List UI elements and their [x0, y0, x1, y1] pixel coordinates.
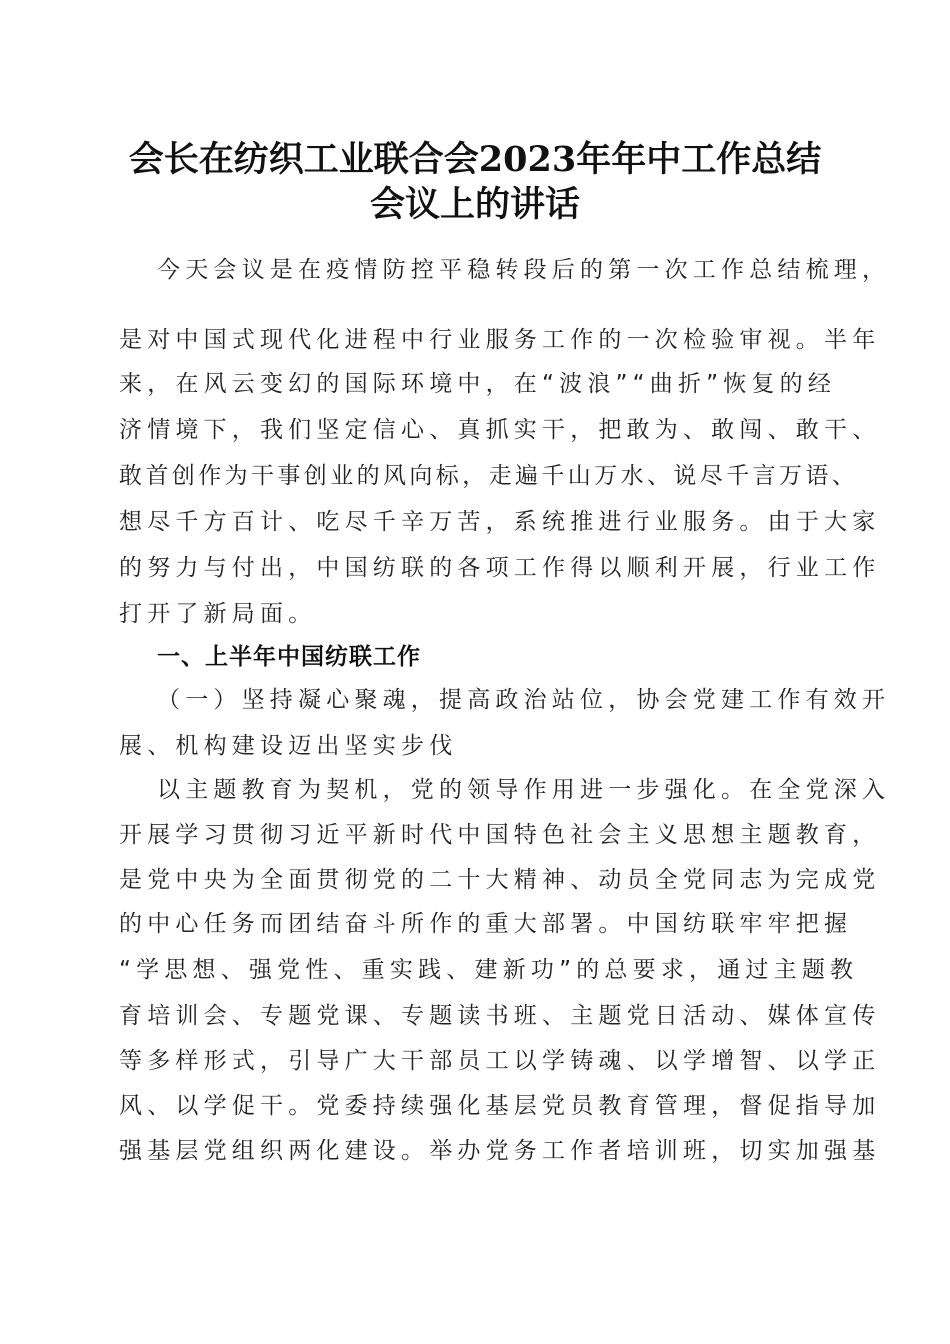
section-heading: 一、上半年中国纺联工作 [157, 644, 421, 670]
subsection-heading-line-1: （一）坚持凝心聚魂，提高政治站位，协会党建工作有效开 [157, 687, 891, 713]
paragraph-line: 等多样形式，引导广大干部员工以学铸魂、以学增智、以学正 [119, 1048, 881, 1074]
document-title-line-1: 会长在纺织工业联合会2023年年中工作总结 [128, 139, 822, 180]
paragraph-line: 的中心任务而团结奋斗所作的重大部署。中国纺联牢牢把握 [119, 911, 853, 937]
paragraph-line: 今天会议是在疫情防控平稳转段后的第一次工作总结梳理， [157, 257, 891, 283]
paragraph-line: “学思想、强党性、重实践、建新功”的总要求，通过主题教 [119, 957, 859, 983]
paragraph-line: 济情境下，我们坚定信心、真抓实干，把敢为、敢闯、敢干、 [119, 417, 881, 443]
paragraph-line: 育培训会、专题党课、专题读书班、主题党日活动、媒体宣传 [119, 1003, 881, 1029]
paragraph-line: 想尽千方百计、吃尽千辛万苦，系统推进行业服务。由于大家 [119, 509, 881, 535]
paragraph-line: 是对中国式现代化进程中行业服务工作的一次检验审视。半年 [119, 327, 881, 353]
paragraph-line: 风、以学促干。党委持续强化基层党员教育管理，督促指导加 [119, 1093, 881, 1119]
paragraph-line: 的努力与付出，中国纺联的各项工作得以顺利开展，行业工作 [119, 555, 881, 581]
paragraph-line: 强基层党组织两化建设。举办党务工作者培训班，切实加强基 [119, 1138, 881, 1164]
paragraph-line: 以主题教育为契机，党的领导作用进一步强化。在全党深入 [157, 777, 891, 803]
paragraph-line: 来，在风云变幻的国际环境中，在“波浪”“曲折”恢复的经 [119, 371, 837, 397]
paragraph-line: 是党中央为全面贯彻党的二十大精神、动员全党同志为完成党 [119, 867, 881, 893]
document-title-line-2: 会议上的讲话 [369, 184, 580, 225]
paragraph-line: 敢首创作为干事创业的风向标，走遍千山万水、说尽千言万语、 [119, 463, 859, 489]
subsection-heading-line-2: 展、机构建设迈出坚实步伐 [119, 733, 458, 759]
paragraph-line: 开展学习贯彻习近平新时代中国特色社会主义思想主题教育， [119, 822, 881, 848]
paragraph-line: 打开了新局面。 [119, 601, 317, 627]
